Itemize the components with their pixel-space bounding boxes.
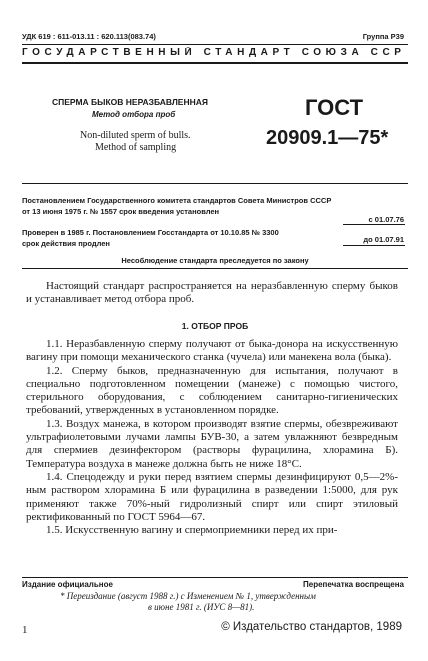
reissue-note-line1: * Переиздание (август 1988 г.) с Изменением № 1, утвержденным (60, 591, 316, 601)
banner-title: ГОСУДАРСТВЕННЫЙ СТАНДАРТ СОЮЗА ССР (22, 47, 406, 58)
udk-code: УДК 619 : 611-013.11 : 620.113(083.74) (22, 32, 156, 41)
title-en-line1: Non-diluted sperm of bulls. (80, 130, 191, 141)
title-ru-sub: Метод отбора проб (92, 110, 176, 119)
header-rule-top (22, 44, 408, 45)
paragraph: 1.1. Неразбавленную сперму получают от быка-донора на искусственную вагину при помощи механического станка (чучела) или манекена вола (быка). (26, 338, 398, 364)
date2-underline (343, 245, 405, 246)
law-notice: Несоблюдение стандарта преследуется по закону (121, 256, 309, 265)
decree-date1: с 01.07.76 (368, 215, 404, 224)
decree-date2: до 01.07.91 (363, 235, 404, 244)
copyright: © Издательство стандартов, 1989 (221, 621, 402, 633)
decree-line2: от 13 июня 1975 г. № 1557 срок введения установлен (22, 207, 220, 216)
decree-line3: Проверен в 1985 г. Постановлением Госстандарта от 10.10.85 № 3300 (22, 228, 279, 237)
reprint-prohibited: Перепечатка воспрещена (303, 580, 404, 589)
title-rule (22, 183, 408, 184)
footer-rule (22, 577, 408, 578)
gost-label: ГОСТ (305, 95, 364, 120)
decree-line4: срок действия продлен (22, 239, 110, 248)
header-rule-bottom (22, 62, 408, 64)
decree-rule (22, 268, 408, 269)
gost-number: 20909.1—75* (266, 127, 389, 149)
paragraph: 1.3. Воздух манежа, в котором производят взятие спермы, обезвреживают ультрафиолетовыми лучами лампы БУВ-30, а затем увлажняют безвредным для спермиев дезинфектором (растворы фурацилина, хлорамина Б). Температура воздуха в манеже должна быть не ниже 18°С. (26, 417, 398, 470)
page-number: 1 (22, 624, 28, 636)
intro-text: Настоящий стандарт распространяется на неразбавленную сперму быков и устанавливает метод отбора проб. (26, 280, 398, 306)
decree-line1: Постановлением Государственного комитета стандартов Совета Министров СССР (22, 196, 332, 205)
paragraph: 1.5. Искусственную вагину и спермоприемники перед их при- (46, 524, 338, 537)
title-en-line2: Method of sampling (95, 142, 177, 153)
intro-block (26, 280, 398, 307)
official-edition: Издание официальное (22, 580, 113, 589)
paragraphs-block (26, 338, 398, 537)
paragraph: 1.4. Спецодежду и руки перед взятием спермы дезинфицируют 0,5—2%-ным раствором хлорамина Б или фурацилина в разведении 1:5000, для рук применяют также 70%-ный гидролизный спирт или спирт этиловый ректификованный по ГОСТ 5964—67. (26, 470, 398, 523)
group-code: Группа Р39 (362, 32, 404, 41)
section-title: 1. ОТБОР ПРОБ (181, 321, 249, 331)
date1-underline (343, 224, 405, 225)
title-ru-main: СПЕРМА БЫКОВ НЕРАЗБАВЛЕННАЯ (52, 97, 208, 107)
reissue-note-line2: в июне 1981 г. (ИУС 8—81). (148, 602, 255, 612)
paragraph: 1.2. Сперму быков, предназначенную для испытания, получают в специально подготовленном помещении (манеже) с помощью чистого, стерильного оборудования, с соблюдением санитарно-гигиенических требований, утвержденных в установленном порядке. (26, 364, 398, 417)
